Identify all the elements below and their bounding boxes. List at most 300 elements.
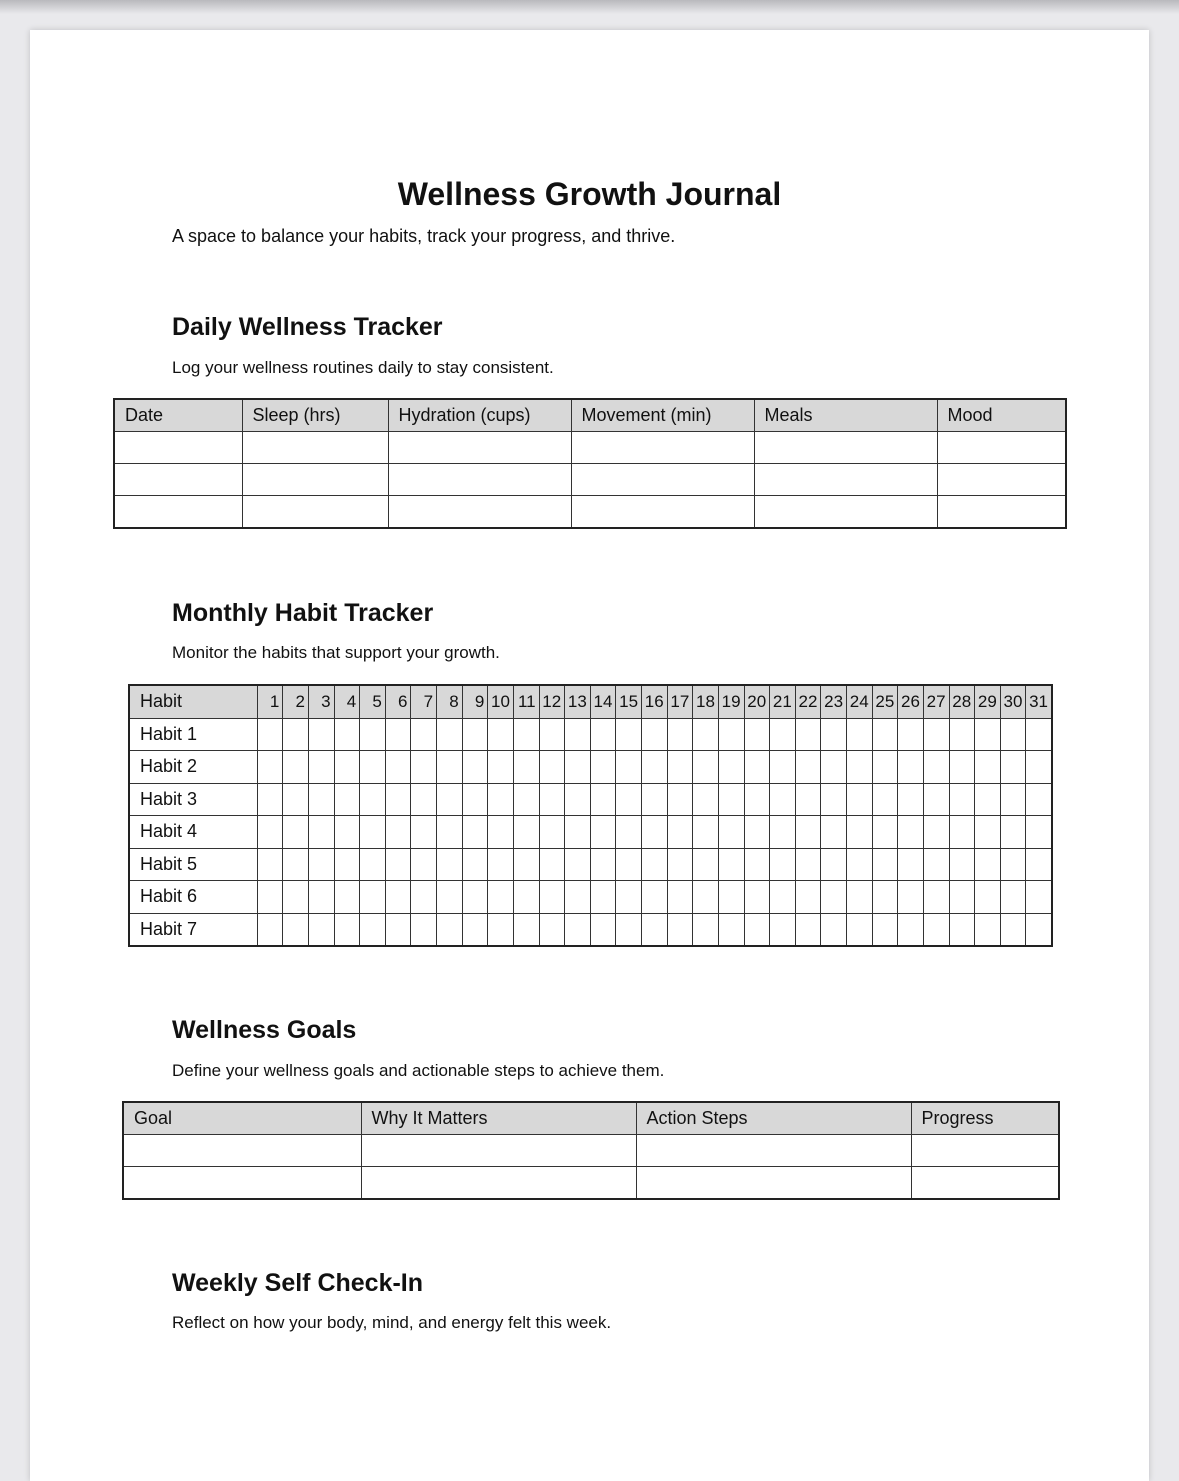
- habit-day-checkbox[interactable]: [283, 718, 309, 751]
- habit-day-checkbox[interactable]: [334, 718, 360, 751]
- habit-day-checkbox[interactable]: [847, 848, 873, 881]
- habit-day-checkbox[interactable]: [821, 881, 847, 914]
- habit-day-checkbox[interactable]: [462, 718, 488, 751]
- habit-day-checkbox[interactable]: [667, 718, 693, 751]
- habit-day-checkbox[interactable]: [437, 751, 463, 784]
- habit-day-checkbox[interactable]: [360, 816, 386, 849]
- habit-day-checkbox[interactable]: [821, 751, 847, 784]
- habit-day-checkbox[interactable]: [795, 881, 821, 914]
- daily-entry-cell[interactable]: [571, 432, 754, 464]
- habit-day-checkbox[interactable]: [949, 848, 975, 881]
- habit-day-checkbox[interactable]: [411, 816, 437, 849]
- habit-day-checkbox[interactable]: [744, 783, 770, 816]
- habit-day-checkbox[interactable]: [821, 848, 847, 881]
- habit-day-checkbox[interactable]: [872, 751, 898, 784]
- habit-day-checkbox[interactable]: [642, 881, 668, 914]
- habit-day-checkbox[interactable]: [872, 881, 898, 914]
- habit-day-checkbox[interactable]: [616, 751, 642, 784]
- habit-day-checkbox[interactable]: [590, 783, 616, 816]
- daily-entry-cell[interactable]: [242, 496, 388, 529]
- habit-day-checkbox[interactable]: [975, 718, 1001, 751]
- habit-day-checkbox[interactable]: [385, 718, 411, 751]
- habit-day-checkbox[interactable]: [488, 816, 514, 849]
- goal-entry-cell[interactable]: [911, 1135, 1059, 1167]
- habit-day-checkbox[interactable]: [770, 913, 796, 946]
- habit-day-checkbox[interactable]: [360, 718, 386, 751]
- habit-day-checkbox[interactable]: [334, 816, 360, 849]
- habit-day-checkbox[interactable]: [718, 848, 744, 881]
- habit-day-checkbox[interactable]: [923, 783, 949, 816]
- habit-day-checkbox[interactable]: [565, 816, 591, 849]
- daily-tracker-table: [113, 398, 1067, 529]
- habit-day-checkbox[interactable]: [642, 913, 668, 946]
- daily-entry-cell[interactable]: [114, 496, 242, 529]
- habit-day-checkbox[interactable]: [821, 718, 847, 751]
- habit-day-checkbox[interactable]: [872, 848, 898, 881]
- habit-day-checkbox[interactable]: [411, 783, 437, 816]
- goals-column-header: Goal: [123, 1102, 361, 1135]
- habit-day-checkbox[interactable]: [821, 816, 847, 849]
- habit-day-checkbox[interactable]: [693, 848, 719, 881]
- habit-day-checkbox[interactable]: [334, 783, 360, 816]
- habit-day-checkbox[interactable]: [923, 816, 949, 849]
- habit-day-checkbox[interactable]: [488, 718, 514, 751]
- habit-day-checkbox[interactable]: [642, 783, 668, 816]
- habit-day-checkbox[interactable]: [539, 751, 565, 784]
- habit-label: Habit 1: [129, 718, 257, 751]
- habit-day-checkbox[interactable]: [795, 718, 821, 751]
- habit-day-checkbox[interactable]: [257, 881, 283, 914]
- habit-day-checkbox[interactable]: [513, 816, 539, 849]
- day-column-header: 21: [770, 685, 796, 718]
- habit-day-checkbox[interactable]: [821, 913, 847, 946]
- habit-day-checkbox[interactable]: [847, 816, 873, 849]
- habit-day-checkbox[interactable]: [257, 718, 283, 751]
- day-column-header: 25: [872, 685, 898, 718]
- habit-day-checkbox[interactable]: [1000, 718, 1026, 751]
- habit-day-checkbox[interactable]: [1026, 848, 1052, 881]
- habit-day-checkbox[interactable]: [718, 881, 744, 914]
- goal-entry-cell[interactable]: [361, 1135, 636, 1167]
- page-subtitle: A space to balance your habits, track your progress, and thrive.: [172, 226, 676, 246]
- habit-day-checkbox[interactable]: [488, 751, 514, 784]
- habit-day-checkbox[interactable]: [718, 718, 744, 751]
- habit-day-checkbox[interactable]: [770, 751, 796, 784]
- habit-day-checkbox[interactable]: [488, 783, 514, 816]
- habit-day-checkbox[interactable]: [308, 848, 334, 881]
- habit-day-checkbox[interactable]: [693, 751, 719, 784]
- habit-day-checkbox[interactable]: [770, 783, 796, 816]
- habit-day-checkbox[interactable]: [642, 848, 668, 881]
- habit-day-checkbox[interactable]: [616, 848, 642, 881]
- habit-label: Habit 7: [129, 913, 257, 946]
- habit-day-checkbox[interactable]: [334, 751, 360, 784]
- daily-entry-cell[interactable]: [937, 496, 1066, 529]
- daily-tracker-description: Log your wellness routines daily to stay consistent.: [172, 358, 554, 377]
- daily-entry-row: [114, 464, 1066, 496]
- habit-day-checkbox[interactable]: [795, 816, 821, 849]
- habit-day-checkbox[interactable]: [462, 913, 488, 946]
- habit-day-checkbox[interactable]: [847, 751, 873, 784]
- habit-day-checkbox[interactable]: [488, 848, 514, 881]
- habit-day-checkbox[interactable]: [565, 913, 591, 946]
- monthly-tracker-heading: Monthly Habit Tracker: [172, 599, 434, 627]
- habit-day-checkbox[interactable]: [437, 913, 463, 946]
- habit-day-checkbox[interactable]: [667, 881, 693, 914]
- habit-day-checkbox[interactable]: [565, 783, 591, 816]
- habit-day-checkbox[interactable]: [975, 751, 1001, 784]
- habit-column-header: Habit: [129, 685, 257, 718]
- habit-day-checkbox[interactable]: [539, 718, 565, 751]
- habit-day-checkbox[interactable]: [590, 848, 616, 881]
- daily-entry-cell[interactable]: [754, 464, 937, 496]
- daily-entry-cell[interactable]: [388, 464, 571, 496]
- day-column-header: 19: [718, 685, 744, 718]
- habit-day-checkbox[interactable]: [488, 881, 514, 914]
- habit-day-checkbox[interactable]: [1026, 816, 1052, 849]
- day-column-header: 6: [385, 685, 411, 718]
- habit-day-checkbox[interactable]: [257, 848, 283, 881]
- day-column-header: 26: [898, 685, 924, 718]
- habit-label: Habit 3: [129, 783, 257, 816]
- habit-day-checkbox[interactable]: [923, 718, 949, 751]
- daily-entry-cell[interactable]: [754, 432, 937, 464]
- habit-day-checkbox[interactable]: [539, 913, 565, 946]
- habit-day-checkbox[interactable]: [411, 881, 437, 914]
- habit-day-checkbox[interactable]: [1000, 881, 1026, 914]
- habit-day-checkbox[interactable]: [308, 718, 334, 751]
- habit-day-checkbox[interactable]: [437, 718, 463, 751]
- daily-entry-cell[interactable]: [937, 432, 1066, 464]
- habit-day-checkbox[interactable]: [770, 881, 796, 914]
- daily-entry-row: [114, 432, 1066, 464]
- habit-day-checkbox[interactable]: [667, 783, 693, 816]
- habit-day-checkbox[interactable]: [744, 718, 770, 751]
- habit-day-checkbox[interactable]: [257, 783, 283, 816]
- habit-day-checkbox[interactable]: [795, 848, 821, 881]
- habit-day-checkbox[interactable]: [795, 751, 821, 784]
- habit-day-checkbox[interactable]: [898, 848, 924, 881]
- habit-day-checkbox[interactable]: [718, 816, 744, 849]
- day-column-header: 29: [975, 685, 1001, 718]
- habit-day-checkbox[interactable]: [590, 816, 616, 849]
- habit-day-checkbox[interactable]: [360, 783, 386, 816]
- habit-day-checkbox[interactable]: [693, 816, 719, 849]
- habit-day-checkbox[interactable]: [770, 718, 796, 751]
- habit-day-checkbox[interactable]: [257, 913, 283, 946]
- day-column-header: 22: [795, 685, 821, 718]
- habit-day-checkbox[interactable]: [385, 783, 411, 816]
- habit-day-checkbox[interactable]: [1000, 848, 1026, 881]
- habit-day-checkbox[interactable]: [411, 913, 437, 946]
- habit-day-checkbox[interactable]: [949, 816, 975, 849]
- day-column-header: 10: [488, 685, 514, 718]
- daily-entry-cell[interactable]: [242, 432, 388, 464]
- habit-day-checkbox[interactable]: [1026, 881, 1052, 914]
- habit-day-checkbox[interactable]: [283, 913, 309, 946]
- habit-day-checkbox[interactable]: [898, 783, 924, 816]
- habit-day-checkbox[interactable]: [411, 751, 437, 784]
- habit-day-checkbox[interactable]: [411, 718, 437, 751]
- habit-day-checkbox[interactable]: [898, 881, 924, 914]
- daily-entry-cell[interactable]: [242, 464, 388, 496]
- habit-day-checkbox[interactable]: [385, 881, 411, 914]
- habit-day-checkbox[interactable]: [642, 751, 668, 784]
- day-column-header: 18: [693, 685, 719, 718]
- habit-day-checkbox[interactable]: [693, 718, 719, 751]
- habit-day-checkbox[interactable]: [616, 816, 642, 849]
- habit-day-checkbox[interactable]: [718, 913, 744, 946]
- day-column-header: 16: [642, 685, 668, 718]
- habit-day-checkbox[interactable]: [770, 848, 796, 881]
- habit-day-checkbox[interactable]: [513, 751, 539, 784]
- habit-day-checkbox[interactable]: [616, 913, 642, 946]
- habit-day-checkbox[interactable]: [1026, 718, 1052, 751]
- habit-day-checkbox[interactable]: [385, 913, 411, 946]
- day-column-header: 1: [257, 685, 283, 718]
- day-column-header: 2: [283, 685, 309, 718]
- habit-day-checkbox[interactable]: [872, 718, 898, 751]
- habit-day-checkbox[interactable]: [462, 783, 488, 816]
- habit-day-checkbox[interactable]: [539, 881, 565, 914]
- habit-day-checkbox[interactable]: [334, 848, 360, 881]
- monthly-habit-table: [128, 684, 1053, 947]
- habit-day-checkbox[interactable]: [283, 881, 309, 914]
- habit-day-checkbox[interactable]: [1000, 913, 1026, 946]
- habit-day-checkbox[interactable]: [462, 848, 488, 881]
- habit-day-checkbox[interactable]: [334, 913, 360, 946]
- habit-day-checkbox[interactable]: [590, 718, 616, 751]
- goal-entry-cell[interactable]: [636, 1135, 911, 1167]
- goal-entry-cell[interactable]: [911, 1167, 1059, 1200]
- habit-day-checkbox[interactable]: [667, 751, 693, 784]
- habit-day-checkbox[interactable]: [360, 881, 386, 914]
- day-column-header: 17: [667, 685, 693, 718]
- habit-day-checkbox[interactable]: [693, 783, 719, 816]
- daily-entry-row: [114, 496, 1066, 529]
- daily-entry-cell[interactable]: [571, 464, 754, 496]
- habit-day-checkbox[interactable]: [744, 913, 770, 946]
- habit-day-checkbox[interactable]: [1000, 783, 1026, 816]
- habit-row: [129, 913, 1052, 946]
- daily-header-row: [114, 399, 1066, 432]
- habit-day-checkbox[interactable]: [744, 848, 770, 881]
- habit-day-checkbox[interactable]: [975, 783, 1001, 816]
- habit-day-checkbox[interactable]: [437, 816, 463, 849]
- habit-day-checkbox[interactable]: [283, 751, 309, 784]
- day-column-header: 24: [847, 685, 873, 718]
- day-column-header: 13: [565, 685, 591, 718]
- habit-day-checkbox[interactable]: [513, 881, 539, 914]
- habit-day-checkbox[interactable]: [975, 881, 1001, 914]
- daily-entry-cell[interactable]: [388, 496, 571, 529]
- habit-label: Habit 5: [129, 848, 257, 881]
- habit-row: [129, 881, 1052, 914]
- habit-day-checkbox[interactable]: [770, 816, 796, 849]
- habit-day-checkbox[interactable]: [308, 816, 334, 849]
- habit-day-checkbox[interactable]: [513, 783, 539, 816]
- habit-day-checkbox[interactable]: [923, 848, 949, 881]
- habit-day-checkbox[interactable]: [642, 816, 668, 849]
- habit-day-checkbox[interactable]: [308, 783, 334, 816]
- habit-day-checkbox[interactable]: [539, 848, 565, 881]
- habit-day-checkbox[interactable]: [590, 881, 616, 914]
- monthly-header-row: [129, 685, 1052, 718]
- habit-day-checkbox[interactable]: [513, 848, 539, 881]
- goals-header-row: [123, 1102, 1059, 1135]
- habit-day-checkbox[interactable]: [488, 913, 514, 946]
- habit-day-checkbox[interactable]: [283, 783, 309, 816]
- habit-day-checkbox[interactable]: [539, 783, 565, 816]
- habit-day-checkbox[interactable]: [923, 913, 949, 946]
- day-column-header: 15: [616, 685, 642, 718]
- habit-label: Habit 2: [129, 751, 257, 784]
- habit-day-checkbox[interactable]: [795, 913, 821, 946]
- habit-day-checkbox[interactable]: [411, 848, 437, 881]
- day-column-header: 20: [744, 685, 770, 718]
- habit-day-checkbox[interactable]: [513, 913, 539, 946]
- goal-entry-row: [123, 1167, 1059, 1200]
- habit-day-checkbox[interactable]: [872, 816, 898, 849]
- habit-day-checkbox[interactable]: [744, 751, 770, 784]
- goals-column-header: Why It Matters: [361, 1102, 636, 1135]
- goal-entry-cell[interactable]: [636, 1167, 911, 1200]
- habit-day-checkbox[interactable]: [821, 783, 847, 816]
- habit-day-checkbox[interactable]: [462, 816, 488, 849]
- habit-day-checkbox[interactable]: [590, 751, 616, 784]
- habit-day-checkbox[interactable]: [975, 913, 1001, 946]
- habit-day-checkbox[interactable]: [283, 848, 309, 881]
- habit-day-checkbox[interactable]: [308, 913, 334, 946]
- daily-column-header: Meals: [754, 399, 937, 432]
- habit-day-checkbox[interactable]: [1026, 783, 1052, 816]
- habit-day-checkbox[interactable]: [1000, 816, 1026, 849]
- habit-day-checkbox[interactable]: [360, 751, 386, 784]
- habit-day-checkbox[interactable]: [847, 913, 873, 946]
- habit-day-checkbox[interactable]: [565, 848, 591, 881]
- daily-tracker-heading: Daily Wellness Tracker: [172, 313, 443, 341]
- habit-day-checkbox[interactable]: [975, 848, 1001, 881]
- habit-day-checkbox[interactable]: [308, 881, 334, 914]
- habit-day-checkbox[interactable]: [847, 718, 873, 751]
- day-column-header: 3: [308, 685, 334, 718]
- habit-day-checkbox[interactable]: [565, 881, 591, 914]
- habit-day-checkbox[interactable]: [795, 783, 821, 816]
- habit-day-checkbox[interactable]: [898, 718, 924, 751]
- habit-day-checkbox[interactable]: [872, 913, 898, 946]
- habit-day-checkbox[interactable]: [718, 783, 744, 816]
- day-column-header: 14: [590, 685, 616, 718]
- daily-entry-cell[interactable]: [114, 432, 242, 464]
- habit-day-checkbox[interactable]: [923, 881, 949, 914]
- habit-day-checkbox[interactable]: [616, 718, 642, 751]
- habit-day-checkbox[interactable]: [975, 816, 1001, 849]
- habit-day-checkbox[interactable]: [616, 881, 642, 914]
- habit-day-checkbox[interactable]: [360, 848, 386, 881]
- habit-day-checkbox[interactable]: [949, 718, 975, 751]
- habit-day-checkbox[interactable]: [949, 751, 975, 784]
- daily-entry-cell[interactable]: [937, 464, 1066, 496]
- daily-column-header: Movement (min): [571, 399, 754, 432]
- day-column-header: 9: [462, 685, 488, 718]
- monthly-tracker-description: Monitor the habits that support your growth.: [172, 643, 500, 662]
- habit-day-checkbox[interactable]: [257, 751, 283, 784]
- habit-day-checkbox[interactable]: [539, 816, 565, 849]
- habit-day-checkbox[interactable]: [898, 751, 924, 784]
- day-column-header: 7: [411, 685, 437, 718]
- daily-entry-cell[interactable]: [388, 432, 571, 464]
- habit-day-checkbox[interactable]: [565, 718, 591, 751]
- habit-day-checkbox[interactable]: [642, 718, 668, 751]
- habit-day-checkbox[interactable]: [385, 751, 411, 784]
- habit-day-checkbox[interactable]: [693, 913, 719, 946]
- habit-day-checkbox[interactable]: [437, 848, 463, 881]
- daily-entry-cell[interactable]: [114, 464, 242, 496]
- habit-day-checkbox[interactable]: [744, 816, 770, 849]
- habit-day-checkbox[interactable]: [308, 751, 334, 784]
- habit-day-checkbox[interactable]: [360, 913, 386, 946]
- habit-day-checkbox[interactable]: [565, 751, 591, 784]
- habit-day-checkbox[interactable]: [923, 751, 949, 784]
- day-column-header: 12: [539, 685, 565, 718]
- habit-day-checkbox[interactable]: [513, 718, 539, 751]
- daily-entry-cell[interactable]: [754, 496, 937, 529]
- habit-day-checkbox[interactable]: [437, 783, 463, 816]
- habit-day-checkbox[interactable]: [847, 783, 873, 816]
- habit-day-checkbox[interactable]: [949, 783, 975, 816]
- habit-day-checkbox[interactable]: [949, 881, 975, 914]
- habit-day-checkbox[interactable]: [334, 881, 360, 914]
- habit-day-checkbox[interactable]: [1000, 751, 1026, 784]
- goal-entry-cell[interactable]: [123, 1167, 361, 1200]
- daily-column-header: Hydration (cups): [388, 399, 571, 432]
- habit-day-checkbox[interactable]: [872, 783, 898, 816]
- habit-day-checkbox[interactable]: [1026, 751, 1052, 784]
- goals-description: Define your wellness goals and actionable steps to achieve them.: [172, 1061, 665, 1080]
- habit-day-checkbox[interactable]: [590, 913, 616, 946]
- habit-day-checkbox[interactable]: [718, 751, 744, 784]
- daily-column-header: Mood: [937, 399, 1066, 432]
- habit-day-checkbox[interactable]: [847, 881, 873, 914]
- habit-day-checkbox[interactable]: [898, 913, 924, 946]
- habit-day-checkbox[interactable]: [462, 881, 488, 914]
- habit-row: [129, 751, 1052, 784]
- goal-entry-cell[interactable]: [123, 1135, 361, 1167]
- habit-day-checkbox[interactable]: [283, 816, 309, 849]
- habit-day-checkbox[interactable]: [385, 816, 411, 849]
- habit-day-checkbox[interactable]: [667, 816, 693, 849]
- habit-day-checkbox[interactable]: [437, 881, 463, 914]
- habit-day-checkbox[interactable]: [949, 913, 975, 946]
- habit-day-checkbox[interactable]: [693, 881, 719, 914]
- checkin-heading: Weekly Self Check-In: [172, 1269, 424, 1297]
- day-column-header: 8: [437, 685, 463, 718]
- habit-day-checkbox[interactable]: [257, 816, 283, 849]
- habit-day-checkbox[interactable]: [462, 751, 488, 784]
- habit-day-checkbox[interactable]: [667, 913, 693, 946]
- day-column-header: 4: [334, 685, 360, 718]
- habit-day-checkbox[interactable]: [616, 783, 642, 816]
- page-title: Wellness Growth Journal: [397, 176, 782, 212]
- habit-day-checkbox[interactable]: [744, 881, 770, 914]
- goal-entry-cell[interactable]: [361, 1167, 636, 1200]
- goals-column-header: Action Steps: [636, 1102, 911, 1135]
- habit-day-checkbox[interactable]: [667, 848, 693, 881]
- daily-entry-cell[interactable]: [571, 496, 754, 529]
- habit-day-checkbox[interactable]: [1026, 913, 1052, 946]
- habit-day-checkbox[interactable]: [385, 848, 411, 881]
- habit-day-checkbox[interactable]: [898, 816, 924, 849]
